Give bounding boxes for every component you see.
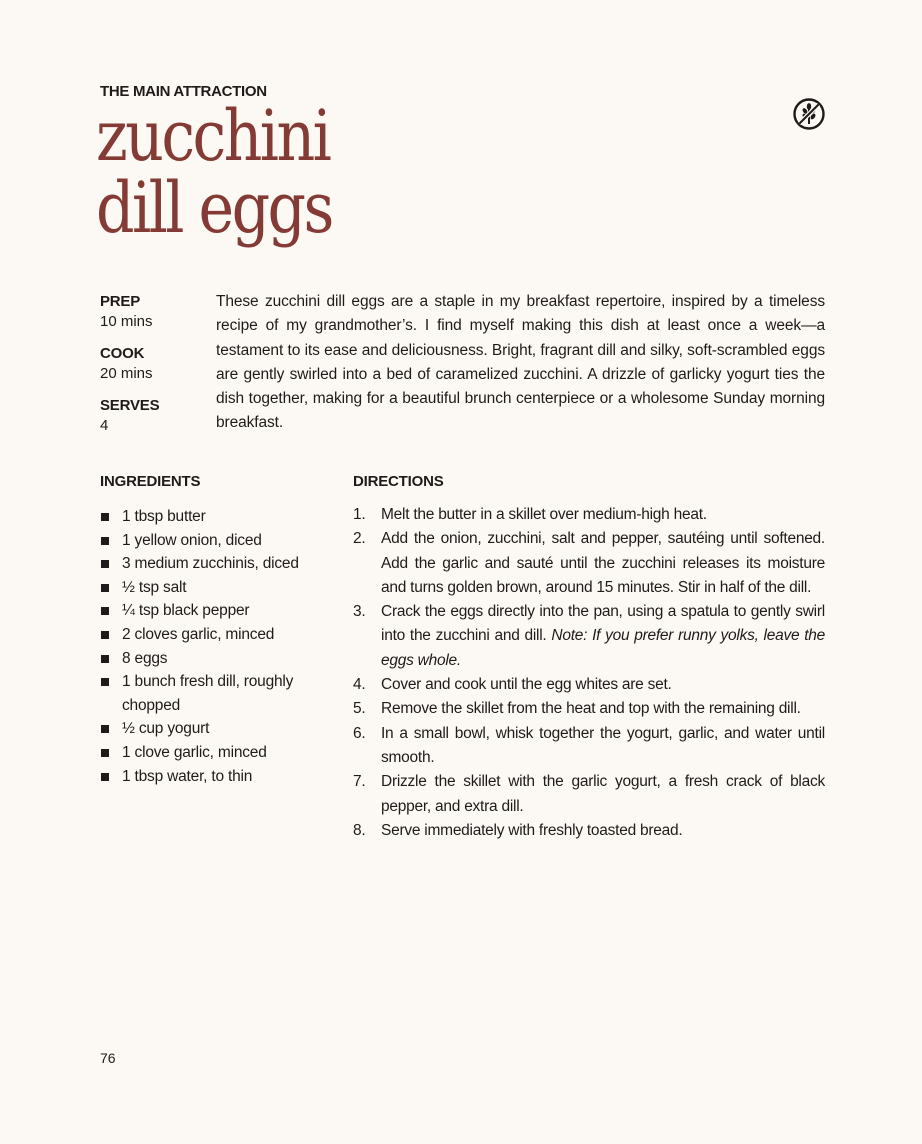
step-number: 2. <box>353 530 366 548</box>
ingredient-text: 1 tbsp butter <box>122 508 206 525</box>
bullet-square-icon <box>101 584 109 592</box>
ingredient-text: 1 clove garlic, minced <box>122 743 267 761</box>
bullet-square-icon <box>101 678 109 686</box>
bullet-square-icon <box>101 773 109 781</box>
bullet-square-icon <box>101 537 109 545</box>
ingredients-heading: INGREDIENTS <box>100 473 201 490</box>
bullet-square-icon <box>101 631 109 639</box>
step-text: Add the onion, zucchini, salt and pepper, sautéing until softened. Add the garlic and sauté until the zucchini releases its moisture and turns golden brown, around 15 minutes. Stir in half of the dill. <box>381 530 825 596</box>
ingredient-item <box>100 505 322 529</box>
direction-step <box>353 503 825 527</box>
step-text: Remove the skillet from the heat and top with the remaining dill. <box>381 700 801 718</box>
step-text: In a small bowl, whisk together the yogurt, garlic, and water until smooth. <box>381 724 825 766</box>
bullet-square-icon <box>101 749 109 757</box>
ingredient-item <box>100 741 322 765</box>
gluten-free-wheat-icon <box>792 97 826 131</box>
bullet-square-icon <box>101 560 109 568</box>
cook-value: 20 mins <box>100 365 153 382</box>
direction-step <box>353 527 825 600</box>
step-text: Crack the eggs directly into the pan, using a spatula to gently swirl into the zucchini and dill. <box>381 603 825 645</box>
ingredient-text: 1 bunch fresh dill, roughly chopped <box>122 673 294 714</box>
direction-step <box>353 697 825 721</box>
recipe-title-line-1: zucchini <box>96 95 330 177</box>
directions-list <box>353 503 825 843</box>
direction-step <box>353 722 825 771</box>
servings <box>100 396 200 436</box>
ingredient-text: ½ cup yogurt <box>122 720 210 738</box>
step-number: 1. <box>353 506 366 523</box>
recipe-title-line-2: dill eggs <box>96 167 332 249</box>
ingredient-text: 3 medium zucchinis, diced <box>122 555 299 573</box>
ingredient-text: 1 yellow onion, diced <box>122 531 262 549</box>
ingredient-item <box>100 529 322 553</box>
recipe-meta <box>100 292 200 448</box>
step-number: 7. <box>353 773 366 791</box>
ingredient-text: ½ tsp salt <box>122 578 187 596</box>
ingredient-item <box>100 647 322 671</box>
bullet-square-icon <box>101 655 109 663</box>
ingredient-item <box>100 599 322 623</box>
prep-label: PREP <box>100 293 141 310</box>
ingredients-list <box>100 505 322 788</box>
step-number: 6. <box>353 724 366 742</box>
serves-label: SERVES <box>100 397 160 414</box>
step-text: Melt the butter in a skillet over medium-high heat. <box>381 506 707 523</box>
directions-heading: DIRECTIONS <box>353 473 444 490</box>
page-number: 76 <box>100 1050 116 1066</box>
step-number: 4. <box>353 676 366 694</box>
direction-step <box>353 770 825 819</box>
ingredient-item <box>100 623 322 647</box>
ingredient-text: 1 tbsp water, to thin <box>122 767 253 785</box>
ingredient-text: 2 cloves garlic, minced <box>122 625 275 643</box>
ingredient-text: 8 eggs <box>122 649 168 667</box>
ingredient-item <box>100 576 322 600</box>
ingredient-item <box>100 552 322 576</box>
direction-step <box>353 600 825 673</box>
bullet-square-icon <box>101 607 109 615</box>
bullet-square-icon <box>101 513 109 521</box>
step-number: 3. <box>353 603 366 621</box>
step-number: 8. <box>353 821 366 839</box>
cook-label: COOK <box>100 345 145 362</box>
ingredient-text: ¼ tsp black pepper <box>122 602 250 620</box>
recipe-intro: These zucchini dill eggs are a staple in my breakfast repertoire, inspired by a timeless recipe of my grandmother’s. I find myself making this dish at least once a week—a testament to its ease and deliciousness. Bright, fragrant dill and silky, soft-scrambled eggs are gently swirled into a bed of caramelized zucchini. A drizzle of garlicky yogurt ties the dish together, making for a beautiful brunch centerpiece or a wholesome Sunday morning breakfast. <box>216 293 825 432</box>
ingredient-item <box>100 670 322 717</box>
bullet-square-icon <box>101 725 109 733</box>
ingredient-item <box>100 717 322 741</box>
prep-value: 10 mins <box>100 313 153 330</box>
step-text: Drizzle the skillet with the garlic yogurt, a fresh crack of black pepper, and extra dill. <box>381 773 825 815</box>
recipe-title <box>96 95 332 249</box>
step-text: Cover and cook until the egg whites are set. <box>381 676 672 694</box>
serves-value: 4 <box>100 417 109 434</box>
step-number: 5. <box>353 700 366 718</box>
prep-time <box>100 292 200 332</box>
direction-step <box>353 819 825 843</box>
direction-step <box>353 673 825 697</box>
ingredient-item <box>100 765 322 789</box>
section-kicker: THE MAIN ATTRACTION <box>100 83 267 100</box>
step-note: Note: If you prefer runny yolks, leave the eggs whole. <box>381 627 826 669</box>
cook-time <box>100 344 200 384</box>
step-text: Serve immediately with freshly toasted bread. <box>381 821 683 839</box>
